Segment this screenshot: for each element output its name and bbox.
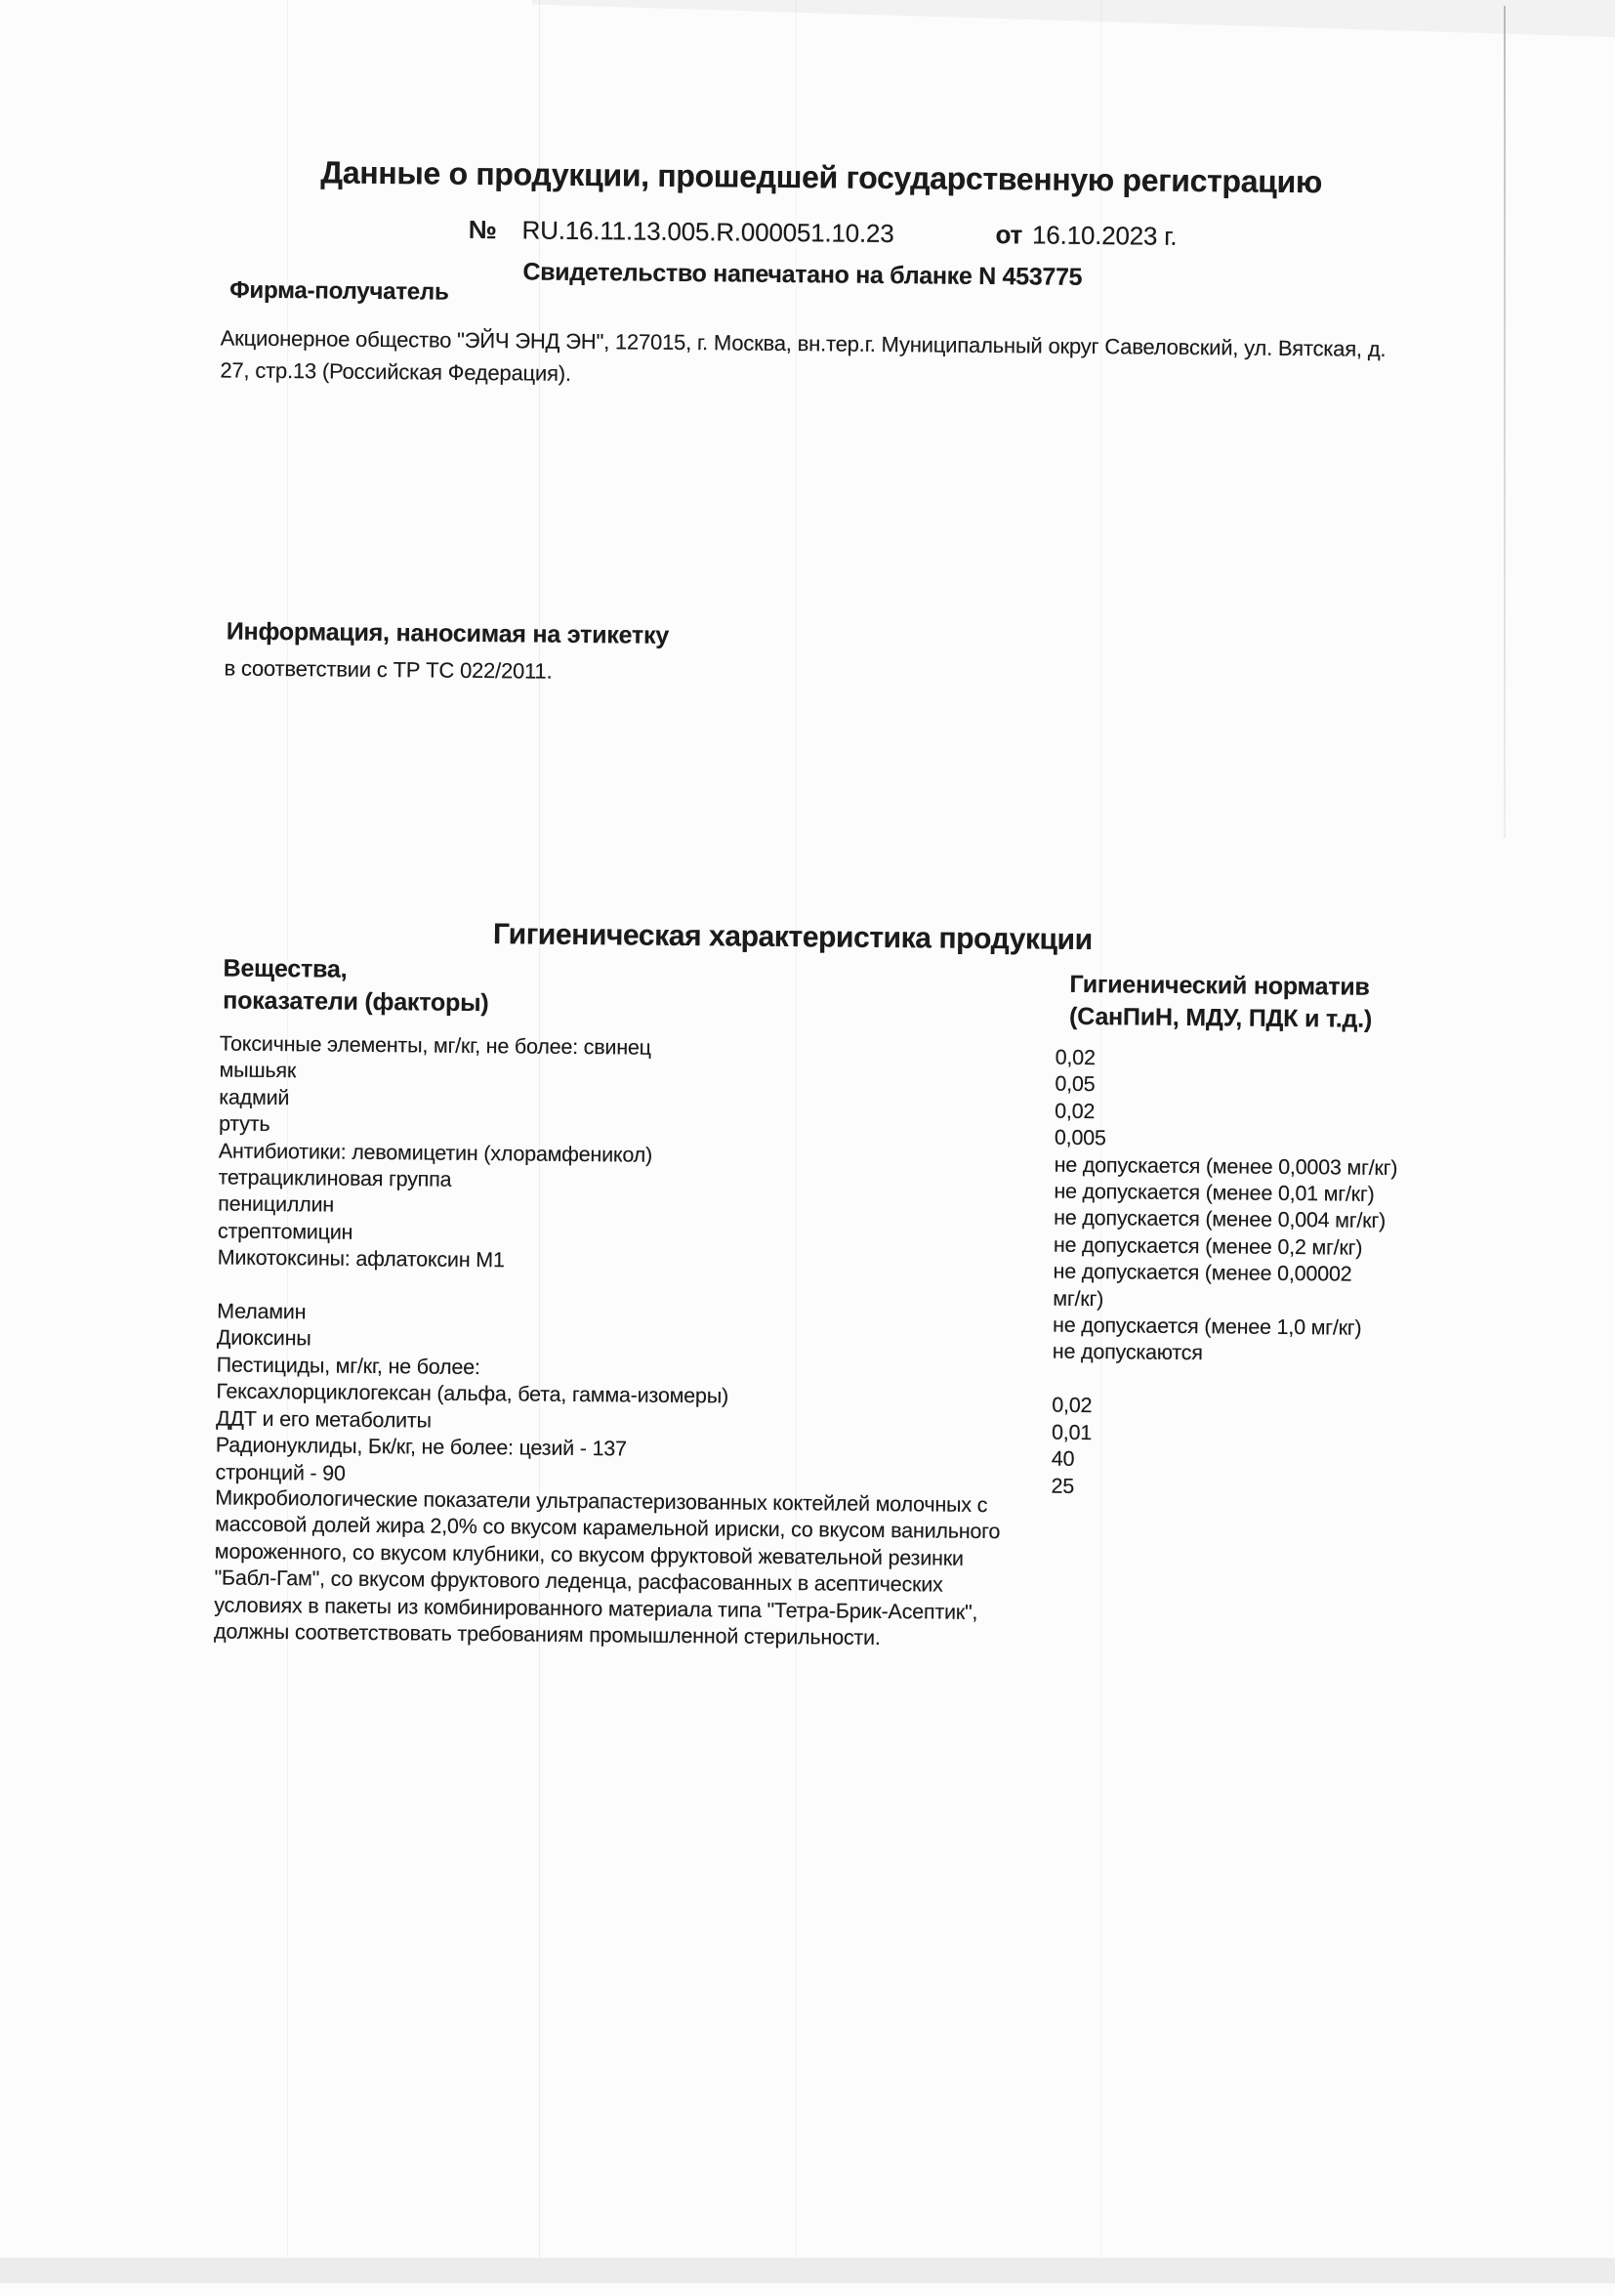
norm-cell: не допускается (менее 0,00002 мг/кг)	[1053, 1259, 1352, 1311]
numero-sign: №	[468, 214, 497, 245]
date-value: 16.10.2023 г.	[1031, 220, 1178, 251]
norm-cell: 0,02	[1055, 1045, 1096, 1070]
page-title: Данные о продукции, прошедшей государственную регистрацию	[320, 154, 1323, 200]
factor-cell: кадмий	[219, 1085, 290, 1109]
norm-cell: 40	[1051, 1446, 1075, 1471]
label-info-subtitle: в соответствии с ТР ТС 022/2011.	[224, 655, 553, 684]
norm-cell: не допускается (менее 1,0 мг/кг)	[1052, 1313, 1362, 1340]
factor-cell: ДДТ и его метаболиты	[216, 1406, 432, 1433]
factor-cell: Антибиотики: левомицетин (хлорамфеникол)	[218, 1139, 653, 1167]
date-label: от	[995, 220, 1023, 250]
norm-cell: 0,02	[1052, 1393, 1093, 1418]
factor-cell: мышьяк	[219, 1058, 297, 1083]
norm-cell: не допускается (менее 0,2 мг/кг)	[1053, 1232, 1363, 1260]
blank-note: Свидетельство напечатано на бланке N 453775	[522, 258, 1083, 291]
factor-cell: тетрациклиновая группа	[218, 1165, 452, 1191]
factor-cell: стрептомицин	[217, 1219, 353, 1244]
reg-number: RU.16.11.13.005.R.000051.10.23	[521, 215, 894, 249]
factor-cell: Диоксины	[216, 1325, 311, 1351]
hygiene-table	[215, 1030, 1449, 1497]
factor-cell: стронций - 90	[215, 1459, 346, 1485]
norm-cell: не допускаются	[1052, 1340, 1203, 1365]
recipient-address: Акционерное общество "ЭЙЧ ЭНД ЭН", 127015, г. Москва, вн.тер.г. Муниципальный округ Савеловский, ул. Вятская, д. 27, стр.13 (Российская Федерация).	[220, 325, 1387, 386]
label-info-title: Информация, наносимая на этикетку	[226, 617, 670, 649]
factor-cell: пенициллин	[218, 1191, 335, 1218]
norm-cell: 25	[1051, 1474, 1075, 1498]
norm-cell: не допускается (менее 0,0003 мг/кг)	[1054, 1152, 1398, 1180]
norm-cell: 0,01	[1051, 1420, 1093, 1444]
factor-cell: ртуть	[218, 1111, 270, 1137]
norm-cell: 0,05	[1055, 1072, 1096, 1097]
norm-cell: не допускается (менее 0,01 мг/кг)	[1054, 1179, 1375, 1206]
factors-column-header: Вещества, показатели (факторы)	[223, 954, 489, 1018]
factor-cell: Токсичные элементы, мг/кг, не более: свинец	[219, 1031, 651, 1060]
factor-cell: Гексахлорциклогексан (альфа, бета, гамма-изомеры)	[216, 1379, 729, 1408]
norm-cell: 0,02	[1055, 1099, 1096, 1123]
factor-cell: Микотоксины: афлатоксин М1	[217, 1245, 505, 1273]
norm-cell: 0,005	[1054, 1125, 1106, 1150]
factor-cell: Пестициды, мг/кг, не более:	[216, 1353, 480, 1379]
norm-column-header: Гигиенический норматив (СанПиН, МДУ, ПДК и т.д.)	[1068, 970, 1373, 1033]
factor-cell: Радионуклиды, Бк/кг, не более: цезий - 137	[215, 1433, 627, 1461]
microbiology-note: Микробиологические показатели ультрапастеризованных коктейлей молочных с массовой долей жира 2,0% со вкусом карамельной ириски, со вкусом ванильного мороженного, со вкусом клубники, со вкусом фруктовой жевательной резинки "Бабл-Гам", со вкусом фруктового леденца, расфасованных в асептических условиях в пакеты из комбинированного материала типа "Тетра-Брик-Асептик", должны соответствовать требованиям промышленной стерильности.	[213, 1485, 1001, 1650]
reg-number-line	[469, 215, 1178, 252]
hygiene-title: Гигиеническая характеристика продукции	[492, 918, 1093, 957]
norm-cell: не допускается (менее 0,004 мг/кг)	[1054, 1206, 1387, 1233]
factor-cell: Меламин	[217, 1299, 307, 1324]
recipient-label: Фирма-получатель	[229, 276, 449, 306]
